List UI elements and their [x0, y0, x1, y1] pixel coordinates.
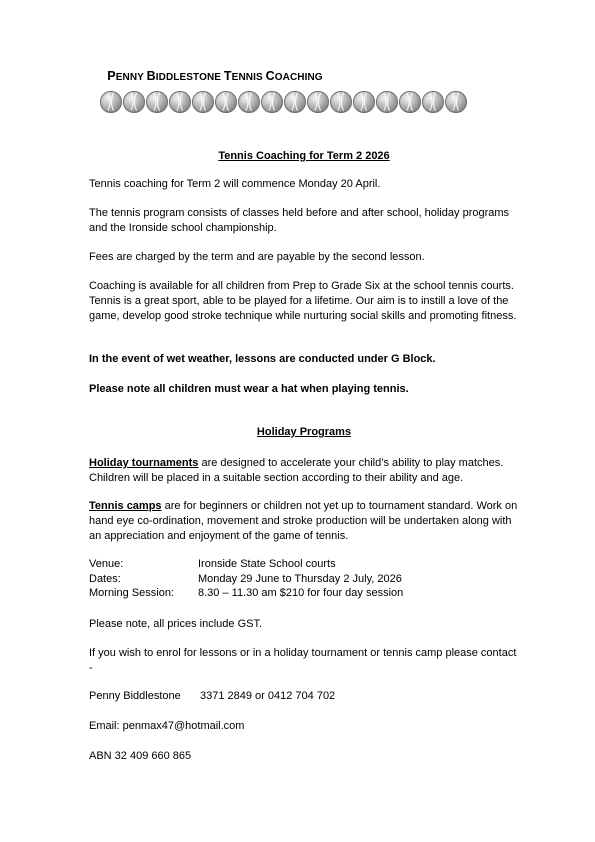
holiday-heading: Holiday Programs — [256, 426, 352, 438]
gst-note: Please note, all prices include GST. — [89, 618, 263, 630]
tennis-ball-icon — [284, 91, 306, 113]
term-paragraph-coaching: Coaching is available for all children from Prep to Grade Six at the school tennis courts. Tennis is a great sport, able to be played for a lifetime. Our aim is to instill a love of the game, develop good stroke technique while nurturing social skills and promoting fitness. — [89, 280, 517, 322]
tennis-ball-icon — [307, 91, 329, 113]
contact-row — [89, 690, 519, 705]
abn-number: ABN 32 409 660 865 — [89, 750, 192, 762]
page-title: PENNY BIDDLESTONE TENNIS COACHING — [107, 69, 323, 83]
tennis-ball-icon — [261, 91, 283, 113]
tennis-ball-icon — [445, 91, 467, 113]
detail-row-venue: Venue: Ironside State School courts — [89, 558, 336, 570]
tennis-ball-icon — [376, 91, 398, 113]
tennis-ball-icon — [238, 91, 260, 113]
tennis-ball-icon — [399, 91, 421, 113]
tennis-ball-icon — [422, 91, 444, 113]
tennis-ball-icon — [100, 91, 122, 113]
tennis-camps-label: Tennis camps — [89, 500, 162, 512]
holiday-tournaments-label: Holiday tournaments — [89, 457, 199, 469]
tennis-ball-border — [100, 91, 496, 113]
tennis-ball-icon — [169, 91, 191, 113]
hat-notice: Please note all children must wear a hat when playing tennis. — [89, 383, 409, 395]
enrol-note: If you wish to enrol for lessons or in a holiday tournament or tennis camp please contact - — [89, 647, 517, 674]
tennis-ball-icon — [353, 91, 375, 113]
tennis-ball-icon — [215, 91, 237, 113]
detail-row-session: Morning Session: 8.30 – 11.30 am $210 for four day session — [89, 587, 404, 599]
contact-email[interactable]: Email: penmax47@hotmail.com — [89, 720, 245, 732]
wet-weather-notice: In the event of wet weather, lessons are conducted under G Block. — [89, 353, 436, 365]
tennis-ball-icon — [123, 91, 145, 113]
tennis-ball-icon — [192, 91, 214, 113]
tennis-camps-paragraph: Tennis camps are for beginners or children not yet up to tournament standard. Work on hand eye co-ordination, movement and stroke production will be undertaken along with an appreciation and enjoyment of the game of tennis. — [89, 500, 518, 542]
tennis-ball-icon — [330, 91, 352, 113]
term-paragraph-fees: Fees are charged by the term and are payable by the second lesson. — [89, 251, 425, 263]
contact-name: Penny Biddlestone — [89, 690, 181, 702]
term-heading: Tennis Coaching for Term 2 2026 — [218, 150, 390, 162]
contact-phones: 3371 2849 or 0412 704 702 — [200, 690, 336, 702]
tennis-ball-icon — [146, 91, 168, 113]
detail-row-dates: Dates: Monday 29 June to Thursday 2 July, 2026 — [89, 573, 402, 585]
holiday-tournaments-paragraph: Holiday tournaments are designed to accelerate your child’s ability to play matches. Children will be placed in a suitable section according to their ability and age. — [89, 457, 504, 484]
term-paragraph-commence: Tennis coaching for Term 2 will commence Monday 20 April. — [89, 178, 381, 190]
term-paragraph-program: The tennis program consists of classes held before and after school, holiday programs and the Ironside school championship. — [89, 207, 510, 234]
